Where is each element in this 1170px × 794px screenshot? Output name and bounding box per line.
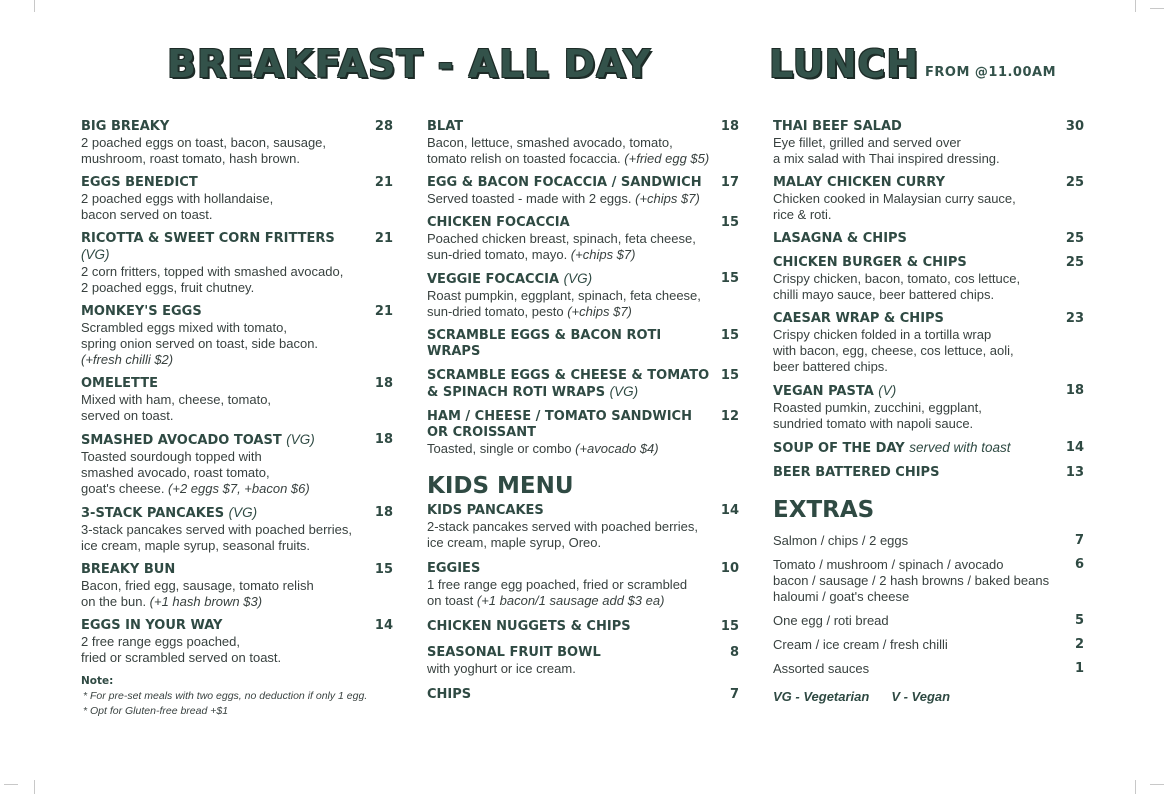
item-description: 2 poached eggs, fruit chutney. [81, 280, 255, 295]
lunch-item [773, 255, 1084, 303]
extras-price: 1 [1074, 661, 1084, 676]
item-header [427, 561, 739, 577]
middle-item [427, 368, 739, 401]
item-description: Bacon, lettuce, smashed avocado, tomato, [427, 135, 673, 150]
lunch-item [773, 311, 1084, 375]
item-description: 2-stack pancakes served with poached berries, [427, 519, 698, 534]
extras-line: Salmon / chips / 2 eggs [773, 533, 909, 548]
extras-price: 5 [1074, 613, 1084, 628]
item-price: 13 [1065, 465, 1084, 480]
breakfast-item [81, 119, 393, 167]
item-name [427, 215, 570, 231]
item-tag: (VG) [563, 271, 593, 286]
item-price: 18 [720, 119, 739, 134]
item-name [427, 619, 631, 635]
item-description: Eye fillet, grilled and served over [773, 135, 961, 150]
item-description: a mix salad with Thai inspired dressing. [773, 151, 1000, 166]
item-description: Toasted sourdough topped with [81, 449, 262, 464]
item-tag: (VG) [228, 505, 258, 520]
item-name [427, 271, 592, 288]
item-description [81, 594, 393, 610]
item-header [81, 175, 393, 191]
crop-mark [1135, 780, 1136, 794]
item-name [427, 368, 709, 401]
breakfast-item [81, 618, 393, 666]
item-header [81, 231, 393, 264]
item-title: EGGS BENEDICT [81, 175, 198, 190]
kids-menu-title: KIDS MENU [427, 473, 574, 499]
extras-text [773, 613, 889, 629]
item-title: SOUP OF THE DAY [773, 441, 905, 456]
item-price: 18 [1065, 383, 1084, 398]
kids-item [427, 645, 739, 677]
item-description [427, 247, 739, 263]
item-tag: (VG) [609, 384, 639, 399]
item-name [81, 432, 315, 449]
crop-mark [34, 0, 35, 12]
item-name [427, 119, 463, 135]
item-description: ice cream, maple syrup, Oreo. [427, 535, 602, 550]
item-description: Bacon, fried egg, sausage, tomato relish [81, 578, 314, 593]
item-tag: (V) [878, 383, 897, 398]
item-description [427, 151, 739, 167]
item-description: ice cream, maple syrup, seasonal fruits. [81, 538, 311, 553]
breakfast-item [81, 376, 393, 424]
item-header [81, 432, 393, 449]
item-description [81, 481, 393, 497]
item-title-cont: OR CROISSANT [427, 425, 536, 440]
item-description: spring onion served on toast, side bacon. [81, 336, 319, 351]
item-name [427, 687, 471, 703]
item-description: smashed avocado, roast tomato, [81, 465, 270, 480]
description-addon: (+2 eggs $7, +bacon $6) [168, 481, 310, 496]
item-description: 3-stack pancakes served with poached berries, [81, 522, 352, 537]
item-header [773, 119, 1084, 135]
item-description: 1 free range egg poached, fried or scrambled [427, 577, 688, 592]
description-text: tomato relish on toasted focaccia. [427, 151, 625, 166]
item-name [81, 304, 202, 320]
description-text: sun-dried tomato, mayo. [427, 247, 571, 262]
item-price: 14 [720, 503, 739, 518]
lunch-title: LUNCH [769, 42, 920, 86]
extras-text [773, 533, 908, 549]
item-header [427, 619, 739, 635]
item-title: KIDS PANCAKES [427, 503, 544, 518]
item-tag: (VG) [81, 247, 110, 262]
description-text: sun-dried tomato, pesto [427, 304, 568, 319]
item-name [427, 328, 713, 360]
legend-entry: V - Vegan [891, 689, 951, 704]
item-price: 15 [374, 562, 393, 577]
item-title: THAI BEEF SALAD [773, 119, 902, 134]
item-price: 25 [1065, 175, 1084, 190]
item-description: 2 corn fritters, topped with smashed avocado, [81, 264, 344, 279]
item-description: Crispy chicken, bacon, tomato, cos lettuce, [773, 271, 1021, 286]
item-header [773, 383, 1084, 400]
item-header [81, 505, 393, 522]
item-title: EGGIES [427, 561, 481, 576]
item-price: 12 [720, 409, 739, 424]
item-price: 25 [1065, 231, 1084, 246]
item-price: 21 [374, 175, 393, 190]
item-description: Roasted pumkin, zucchini, eggplant, [773, 400, 982, 415]
breakfast-item [81, 505, 393, 554]
item-header [81, 119, 393, 135]
extras-line: Tomato / mushroom / spinach / avocado [773, 557, 1004, 572]
extras-text [773, 557, 1049, 605]
item-description: bacon served on toast. [81, 207, 213, 222]
lunch-column [773, 119, 1084, 704]
item-title-cont: & SPINACH ROTI WRAPS [427, 385, 606, 400]
middle-item [427, 271, 739, 320]
item-description: with yoghurt or ice cream. [427, 661, 576, 676]
lunch-item [773, 231, 1084, 247]
breakfast-title: BREAKFAST - ALL DAY [167, 42, 652, 86]
item-price: 25 [1065, 255, 1084, 270]
item-title: BIG BREAKY [81, 119, 170, 134]
lunch-item [773, 383, 1084, 432]
item-header [773, 311, 1084, 327]
note-line: * Opt for Gluten-free bread +$1 [83, 705, 229, 717]
lunch-item [773, 119, 1084, 167]
item-title: CHICKEN FOCACCIA [427, 215, 570, 230]
item-price: 15 [720, 368, 739, 383]
item-description: chilli mayo sauce, beer battered chips. [773, 287, 995, 302]
item-title: MALAY CHICKEN CURRY [773, 175, 946, 190]
extras-line: One egg / roti bread [773, 613, 889, 628]
description-text: Served toasted - made with 2 eggs. [427, 191, 636, 206]
extras-line: haloumi / goat's cheese [773, 589, 910, 604]
description-text: goat's cheese. [81, 481, 169, 496]
breakfast-item [81, 432, 393, 497]
crop-mark [1150, 8, 1164, 9]
item-name [773, 440, 1011, 457]
extras-item [773, 637, 1084, 653]
item-name [81, 562, 175, 578]
item-description: 2 poached eggs with hollandaise, [81, 191, 274, 206]
description-text: on the bun. [81, 594, 150, 609]
middle-item [427, 409, 739, 457]
item-description: Crispy chicken folded in a tortilla wrap [773, 327, 992, 342]
item-description: Scrambled eggs mixed with tomato, [81, 320, 287, 335]
item-addon [81, 352, 393, 368]
item-price: 15 [720, 215, 739, 230]
kids-item [427, 503, 739, 551]
kids-item [427, 619, 739, 635]
item-description: 2 free range eggs poached, [81, 634, 241, 649]
middle-item [427, 328, 739, 360]
item-price: 10 [720, 561, 739, 576]
crop-mark [34, 780, 35, 794]
item-description: beer battered chips. [773, 359, 888, 374]
item-price: 30 [1065, 119, 1084, 134]
item-title: SEASONAL FRUIT BOWL [427, 645, 601, 660]
item-tag: served with toast [909, 440, 1011, 455]
item-title: BEER BATTERED CHIPS [773, 465, 940, 480]
item-name [427, 645, 601, 661]
crop-mark [1135, 0, 1136, 12]
item-header [427, 368, 739, 401]
item-description: 2 poached eggs on toast, bacon, sausage, [81, 135, 327, 150]
item-description [427, 304, 739, 320]
item-description: mushroom, roast tomato, hash brown. [81, 151, 300, 166]
item-name [427, 409, 692, 441]
description-addon: (+fried egg $5) [624, 151, 710, 166]
breakfast-item [81, 304, 393, 368]
legend-entry: VG - Vegetarian [773, 689, 870, 704]
item-price: 15 [720, 619, 739, 634]
note-line: * For pre-set meals with two eggs, no deduction if only 1 egg. [83, 690, 368, 702]
item-name [81, 231, 367, 264]
breakfast-item [81, 562, 393, 610]
item-header [427, 687, 739, 703]
item-title: EGGS IN YOUR WAY [81, 618, 223, 633]
lunch-item [773, 465, 1084, 481]
item-title: VEGAN PASTA [773, 384, 874, 399]
item-name [81, 505, 257, 522]
item-title: CHIPS [427, 687, 472, 702]
item-title: OMELETTE [81, 376, 158, 391]
item-header [773, 465, 1084, 481]
notes-block [81, 674, 393, 719]
item-price: 23 [1065, 311, 1084, 326]
item-description: with bacon, egg, cheese, cos lettuce, aoli, [773, 343, 1014, 358]
extras-line: Cream / ice cream / fresh chilli [773, 637, 948, 652]
item-header [81, 304, 393, 320]
description-addon: (+1 bacon/1 sausage add $3 ea) [476, 593, 665, 608]
item-header [427, 119, 739, 135]
item-description [427, 593, 739, 609]
crop-mark [1150, 784, 1164, 785]
item-title: RICOTTA & SWEET CORN FRITTERS [81, 231, 335, 246]
item-description: served on toast. [81, 408, 174, 423]
item-name [81, 175, 198, 191]
description-addon: (+fresh chilli $2) [81, 352, 174, 367]
item-header [773, 255, 1084, 271]
item-name [773, 175, 945, 191]
item-description: sundried tomato with napoli sauce. [773, 416, 974, 431]
item-name [773, 465, 939, 481]
item-title: MONKEY'S EGGS [81, 304, 202, 319]
item-header [81, 562, 393, 578]
item-name [427, 175, 702, 191]
item-name [427, 503, 544, 519]
item-title: HAM / CHEESE / TOMATO SANDWICH [427, 409, 692, 424]
description-addon: (+chips $7) [567, 304, 632, 319]
item-price: 28 [374, 119, 393, 134]
item-name [81, 119, 169, 135]
item-name [81, 618, 222, 634]
item-title: 3-STACK PANCAKES [81, 506, 225, 521]
item-price: 18 [374, 376, 393, 391]
middle-item [427, 215, 739, 263]
item-header [427, 328, 739, 360]
description-text: Toasted, single or combo [427, 441, 576, 456]
extras-item [773, 661, 1084, 677]
item-title: LASAGNA & CHIPS [773, 231, 907, 246]
item-title: SCRAMBLE EGGS & CHEESE & TOMATO [427, 368, 710, 383]
item-header [773, 175, 1084, 191]
item-header [427, 175, 739, 191]
item-title: SCRAMBLE EGGS & BACON ROTI WRAPS [427, 328, 662, 359]
breakfast-item [81, 175, 393, 223]
item-description [427, 441, 739, 457]
item-header [773, 440, 1084, 457]
item-price: 7 [729, 687, 739, 702]
item-header [81, 618, 393, 634]
item-title: BLAT [427, 119, 464, 134]
middle-item [427, 175, 739, 207]
item-title: BREAKY BUN [81, 562, 176, 577]
item-header [81, 376, 393, 392]
item-title: EGG & BACON FOCACCIA / SANDWICH [427, 175, 702, 190]
description-addon: (+avocado $4) [575, 441, 659, 456]
item-price: 21 [374, 304, 393, 319]
item-header [427, 271, 739, 288]
item-name [81, 376, 158, 392]
kids-item [427, 561, 739, 609]
item-title: CHICKEN NUGGETS & CHIPS [427, 619, 631, 634]
lunch-item [773, 440, 1084, 457]
item-name [773, 255, 967, 271]
extras-item [773, 613, 1084, 629]
item-title: SMASHED AVOCADO TOAST [81, 433, 282, 448]
item-description: Mixed with ham, cheese, tomato, [81, 392, 272, 407]
item-description: Roast pumpkin, eggplant, spinach, feta cheese, [427, 288, 701, 303]
extras-title: EXTRAS [773, 497, 875, 523]
description-addon: (+1 hash brown $3) [149, 594, 263, 609]
item-price: 14 [1065, 440, 1084, 455]
item-price: 17 [720, 175, 739, 190]
extras-price: 6 [1074, 557, 1084, 572]
item-name [773, 383, 896, 400]
dietary-legend [773, 689, 1084, 704]
item-price: 14 [374, 618, 393, 633]
item-header [427, 645, 739, 661]
lunch-subtitle: FROM @11.00AM [925, 65, 1057, 80]
breakfast-column [81, 119, 393, 719]
item-header [427, 409, 739, 441]
extras-price: 2 [1074, 637, 1084, 652]
item-price: 21 [374, 231, 393, 246]
item-header [427, 215, 739, 231]
item-description: rice & roti. [773, 207, 832, 222]
item-description [427, 191, 739, 207]
item-tag: (VG) [286, 432, 315, 447]
item-name [773, 231, 907, 247]
item-name [773, 311, 944, 327]
extras-text [773, 637, 948, 653]
extras-line: bacon / sausage / 2 hash browns / baked beans [773, 573, 1050, 588]
notes-label: Note: [81, 675, 114, 687]
item-price: 15 [720, 328, 739, 343]
breakfast-item [81, 231, 393, 296]
item-header [427, 503, 739, 519]
item-price: 18 [374, 505, 393, 520]
middle-item [427, 119, 739, 167]
item-description: fried or scrambled served on toast. [81, 650, 282, 665]
crop-mark [4, 784, 18, 785]
item-price: 8 [729, 645, 739, 660]
extras-item [773, 557, 1084, 605]
item-price: 18 [374, 432, 393, 447]
item-name [773, 119, 902, 135]
lunch-item [773, 175, 1084, 223]
extras-line: Assorted sauces [773, 661, 870, 676]
description-addon: (+chips $7) [570, 247, 636, 262]
item-description: Poached chicken breast, spinach, feta cheese, [427, 231, 696, 246]
kids-item [427, 687, 739, 703]
item-name [427, 561, 480, 577]
extras-text [773, 661, 869, 677]
description-text: on toast [427, 593, 477, 608]
extras-price: 7 [1074, 533, 1084, 548]
item-title: CAESAR WRAP & CHIPS [773, 311, 944, 326]
middle-column [427, 119, 739, 713]
item-price: 15 [720, 271, 739, 286]
item-header [773, 231, 1084, 247]
item-description: Chicken cooked in Malaysian curry sauce, [773, 191, 1016, 206]
extras-item [773, 533, 1084, 549]
description-addon: (+chips $7) [635, 191, 700, 206]
item-title: CHICKEN BURGER & CHIPS [773, 255, 967, 270]
item-title: VEGGIE FOCACCIA [427, 272, 560, 287]
